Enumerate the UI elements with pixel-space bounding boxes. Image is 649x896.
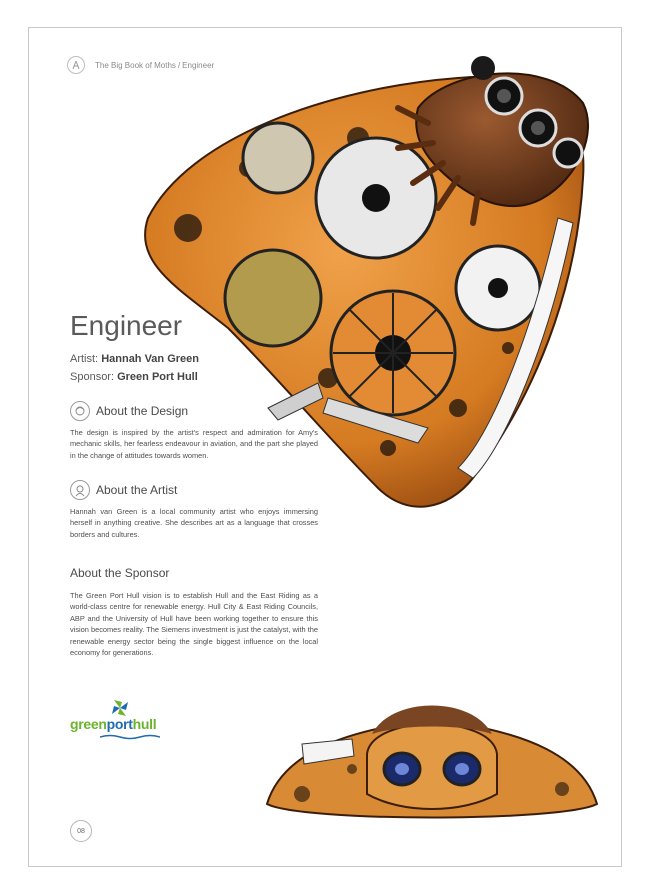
sponsor-name: Green Port Hull: [117, 371, 198, 383]
moth-sculpture-front-image: [262, 694, 602, 824]
artist-text: Hannah van Green is a local community artist who enjoys immersing herself in anything creative. She describes art as a language that crosses borders and cultures.: [70, 507, 318, 539]
sponsor-line: [70, 371, 198, 383]
logo-wave: [100, 734, 160, 740]
breadcrumb-separator: /: [177, 60, 181, 70]
page-number: 08: [70, 820, 92, 842]
logo-port: port: [106, 716, 133, 732]
moth-head-icon: [70, 401, 90, 421]
green-port-hull-logo[interactable]: [70, 698, 180, 740]
design-heading: [70, 401, 188, 421]
sponsor-text: The Green Port Hull vision is to establish Hull and the East Riding as a world-class centre for renewable energy. Hull City & East Riding Councils, ABP and the University of Hull have been working together to ensure this vision becomes reality. The Siemens investment is just the catalyst, with the renewable energy sector being the single biggest influence on the local economy for generations.: [70, 591, 318, 658]
breadcrumb-page: Engineer: [182, 60, 215, 70]
logo-green: green: [70, 716, 107, 732]
design-heading-text: About the Design: [96, 404, 189, 418]
pinwheel-icon: [100, 698, 140, 718]
sponsor-label: Sponsor:: [70, 371, 115, 383]
sponsor-heading: About the Sponsor: [70, 566, 170, 580]
artist-portrait-icon: [70, 480, 90, 500]
logo-hull: hull: [132, 716, 157, 732]
artist-name: Hannah Van Green: [101, 353, 199, 365]
page-title: Engineer: [70, 310, 183, 341]
moth-logo-icon: [67, 56, 85, 74]
artist-label: Artist:: [70, 353, 99, 365]
breadcrumb-book[interactable]: The Big Book of Moths: [95, 60, 176, 70]
artist-heading: [70, 480, 177, 500]
artist-line: [70, 353, 199, 365]
artist-heading-text: About the Artist: [96, 483, 178, 497]
design-text: The design is inspired by the artist's respect and admiration for Amy's mechanic skills, her fearless endeavour in aviation, and the part she played in the change of attitudes towards women.: [70, 428, 318, 460]
